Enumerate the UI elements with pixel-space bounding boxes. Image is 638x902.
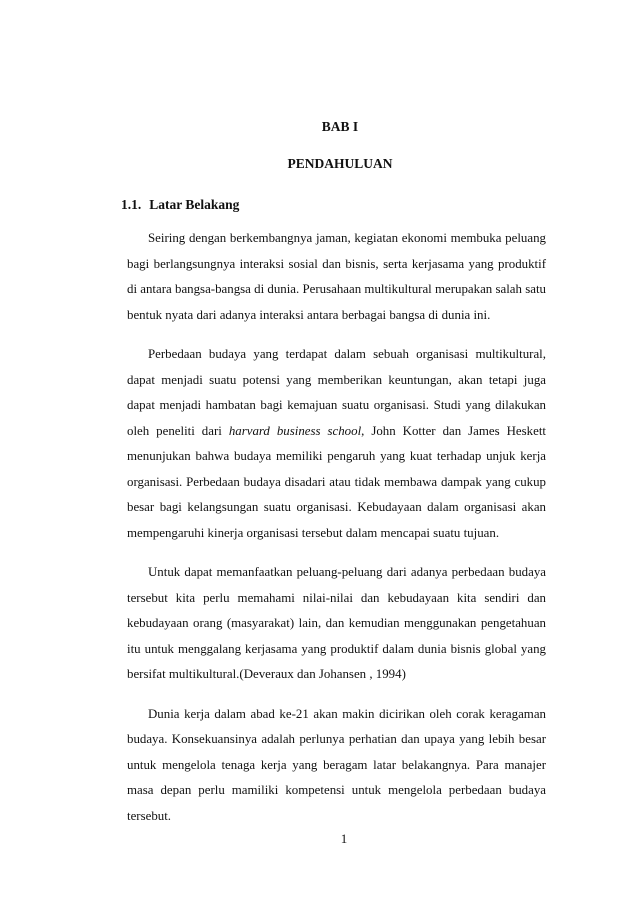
paragraph-2	[127, 342, 546, 546]
paragraph-1: Seiring dengan berkembangnya jaman, kegiatan ekonomi membuka peluang bagi berlangsungnya interaksi sosial dan bisnis, serta kerjasama yang produktif di antara bangsa-bangsa di dunia. Perusahaan multikultural merupakan salah satu bentuk nyata dari adanya interaksi antara berbagai bangsa di dunia ini.	[127, 231, 546, 322]
page-number: 1	[340, 831, 348, 846]
paragraph-2-text-after: , John Kotter dan James Heskett menunjukan bahwa budaya memiliki pengaruh yang kuat terhadap unjuk kerja organisasi. Perbedaan budaya disadari atau tidak membawa dampak yang cukup besar bagi kelangsungan suatu organisasi. Kebudayaan dalam organisasi akan mempengaruhi kinerja organisasi tersebut dalam mencapai suatu tujuan.	[127, 423, 546, 540]
section-heading	[121, 195, 239, 215]
section-number: 1.1.	[121, 197, 142, 212]
chapter-number: BAB I	[321, 119, 359, 134]
paragraph-4: Dunia kerja dalam abad ke-21 akan makin dicirikan oleh corak keragaman budaya. Konsekuansinya adalah perlunya perhatian dan upaya yang lebih besar untuk mengelola tenaga kerja yang beragam latar belakangnya. Para manajer masa depan perlu mamiliki kompetensi untuk mengelola perbedaan budaya tersebut.	[127, 706, 546, 823]
paragraph-2-text-before: Perbedaan budaya yang terdapat dalam sebuah organisasi multikultural, dapat menjadi suatu potensi yang memberikan keuntungan, akan tetapi juga dapat menjadi hambatan bagi kemajuan suatu organisasi. Studi yang dilakukan oleh peneliti dari	[127, 347, 546, 438]
chapter-title: PENDAHULUAN	[287, 156, 393, 171]
section-title: Latar Belakang	[149, 197, 240, 212]
body-text	[127, 226, 546, 843]
paragraph-2-italic-term: harvard business school	[228, 423, 362, 438]
paragraph-3: Untuk dapat memanfaatkan peluang-peluang dari adanya perbedaan budaya tersebut kita perlu memahami nilai-nilai dan kebudayaan kita sendiri dan kebudayaan orang (masyarakat) lain, dan kemudian menggunakan pengetahuan itu untuk menggalang kerjasama yang produktif dalam dunia bisnis global yang bersifat multikultural.(Deveraux dan Johansen , 1994)	[127, 565, 546, 681]
